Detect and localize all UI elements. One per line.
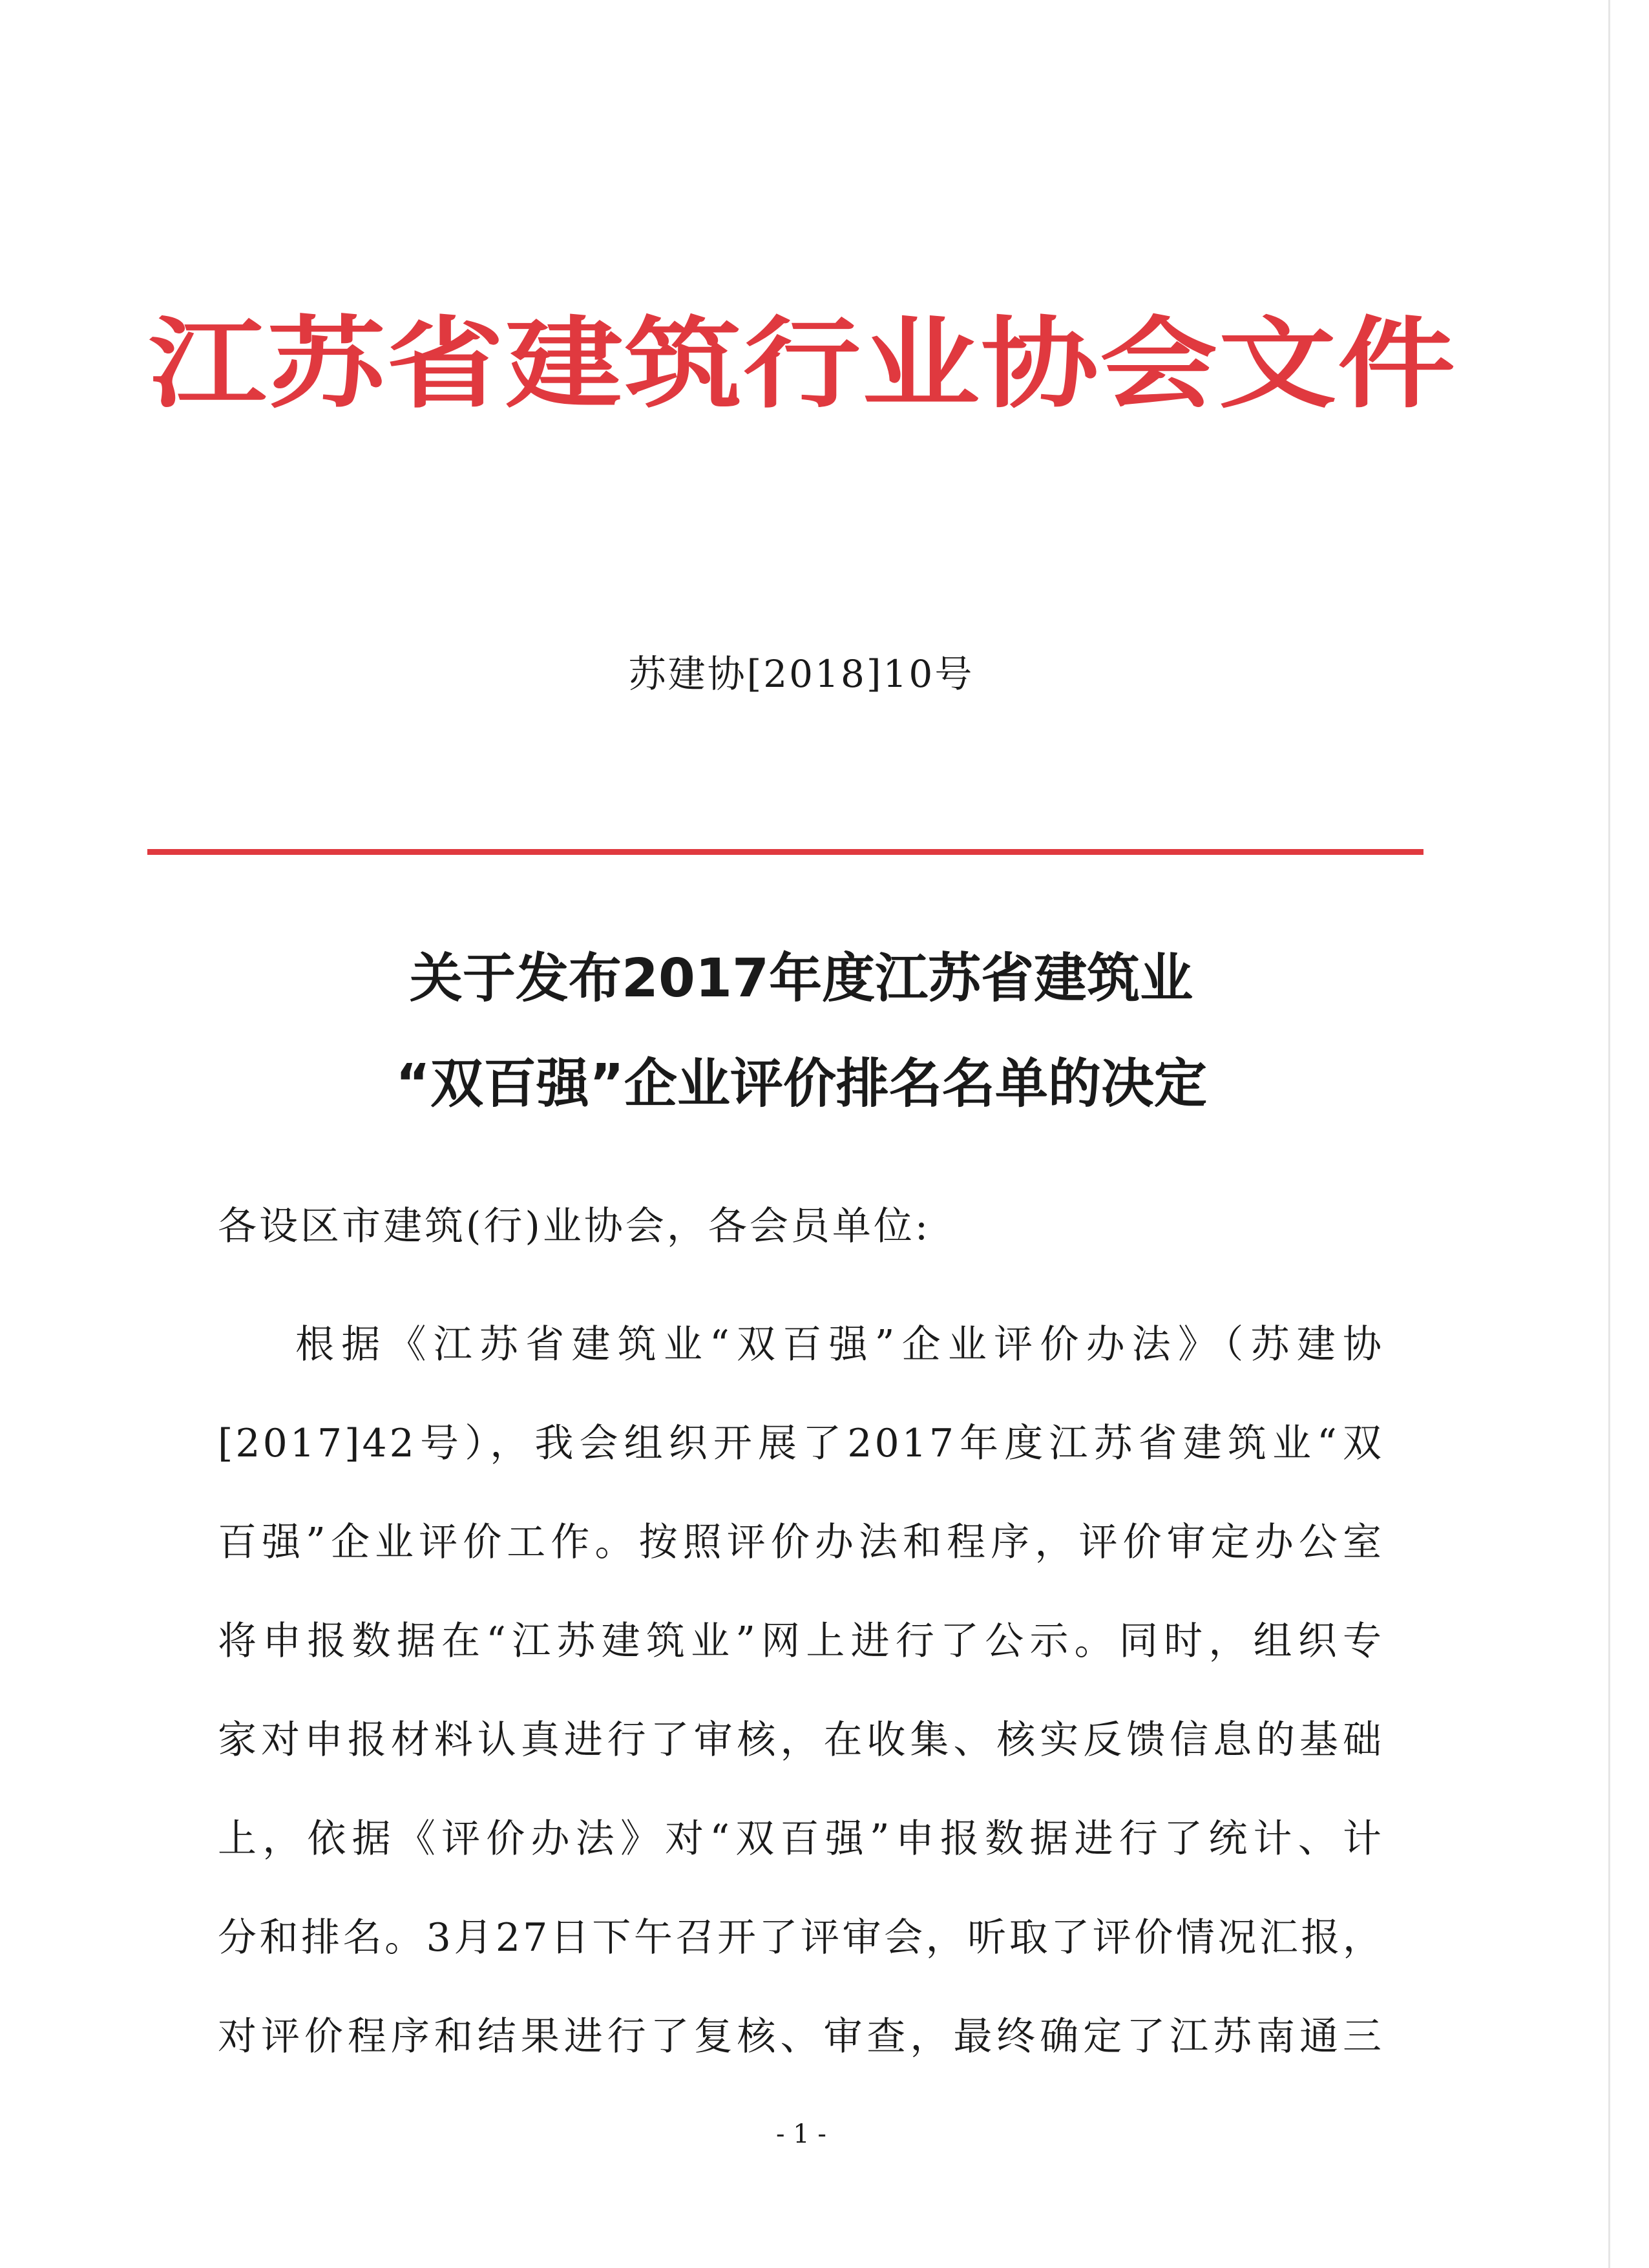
- body-line: 家对申报材料认真进行了审核，在收集、核实反馈信息的基础: [218, 1717, 1384, 1763]
- page-edge: [1608, 0, 1610, 2268]
- salutation: 各设区市建筑(行)业协会，各会员单位:: [218, 1204, 931, 1249]
- document-masthead: 江苏省建筑行业协会文件: [149, 305, 1456, 422]
- body-line: [2017]42号），我会组织开展了2017年度江苏省建筑业“双: [218, 1421, 1384, 1466]
- document-number: 苏建协[2018]10号: [628, 652, 974, 696]
- body-line: 百强”企业评价工作。按照评价办法和程序，评价审定办公室: [218, 1520, 1384, 1565]
- red-divider: [147, 849, 1423, 855]
- document-title-line-2: “双百强”企业评价排名名单的决定: [395, 1053, 1207, 1115]
- page-number: - 1 -: [776, 2119, 826, 2149]
- body-paragraph: [218, 1296, 1384, 2086]
- document-title-line-1: 关于发布2017年度江苏省建筑业: [409, 948, 1193, 1009]
- body-line: 对评价程序和结果进行了复核、审查，最终确定了江苏南通三: [218, 2014, 1384, 2059]
- body-line: 上，依据《评价办法》对“双百强”申报数据进行了统计、计: [218, 1816, 1384, 1862]
- body-line: 将申报数据在“江苏建筑业”网上进行了公示。同时，组织专: [218, 1619, 1384, 1664]
- body-line: 根据《江苏省建筑业“双百强”企业评价办法》（苏建协: [295, 1322, 1384, 1367]
- body-line: 分和排名。3月27日下午召开了评审会，听取了评价情况汇报，: [218, 1915, 1384, 1960]
